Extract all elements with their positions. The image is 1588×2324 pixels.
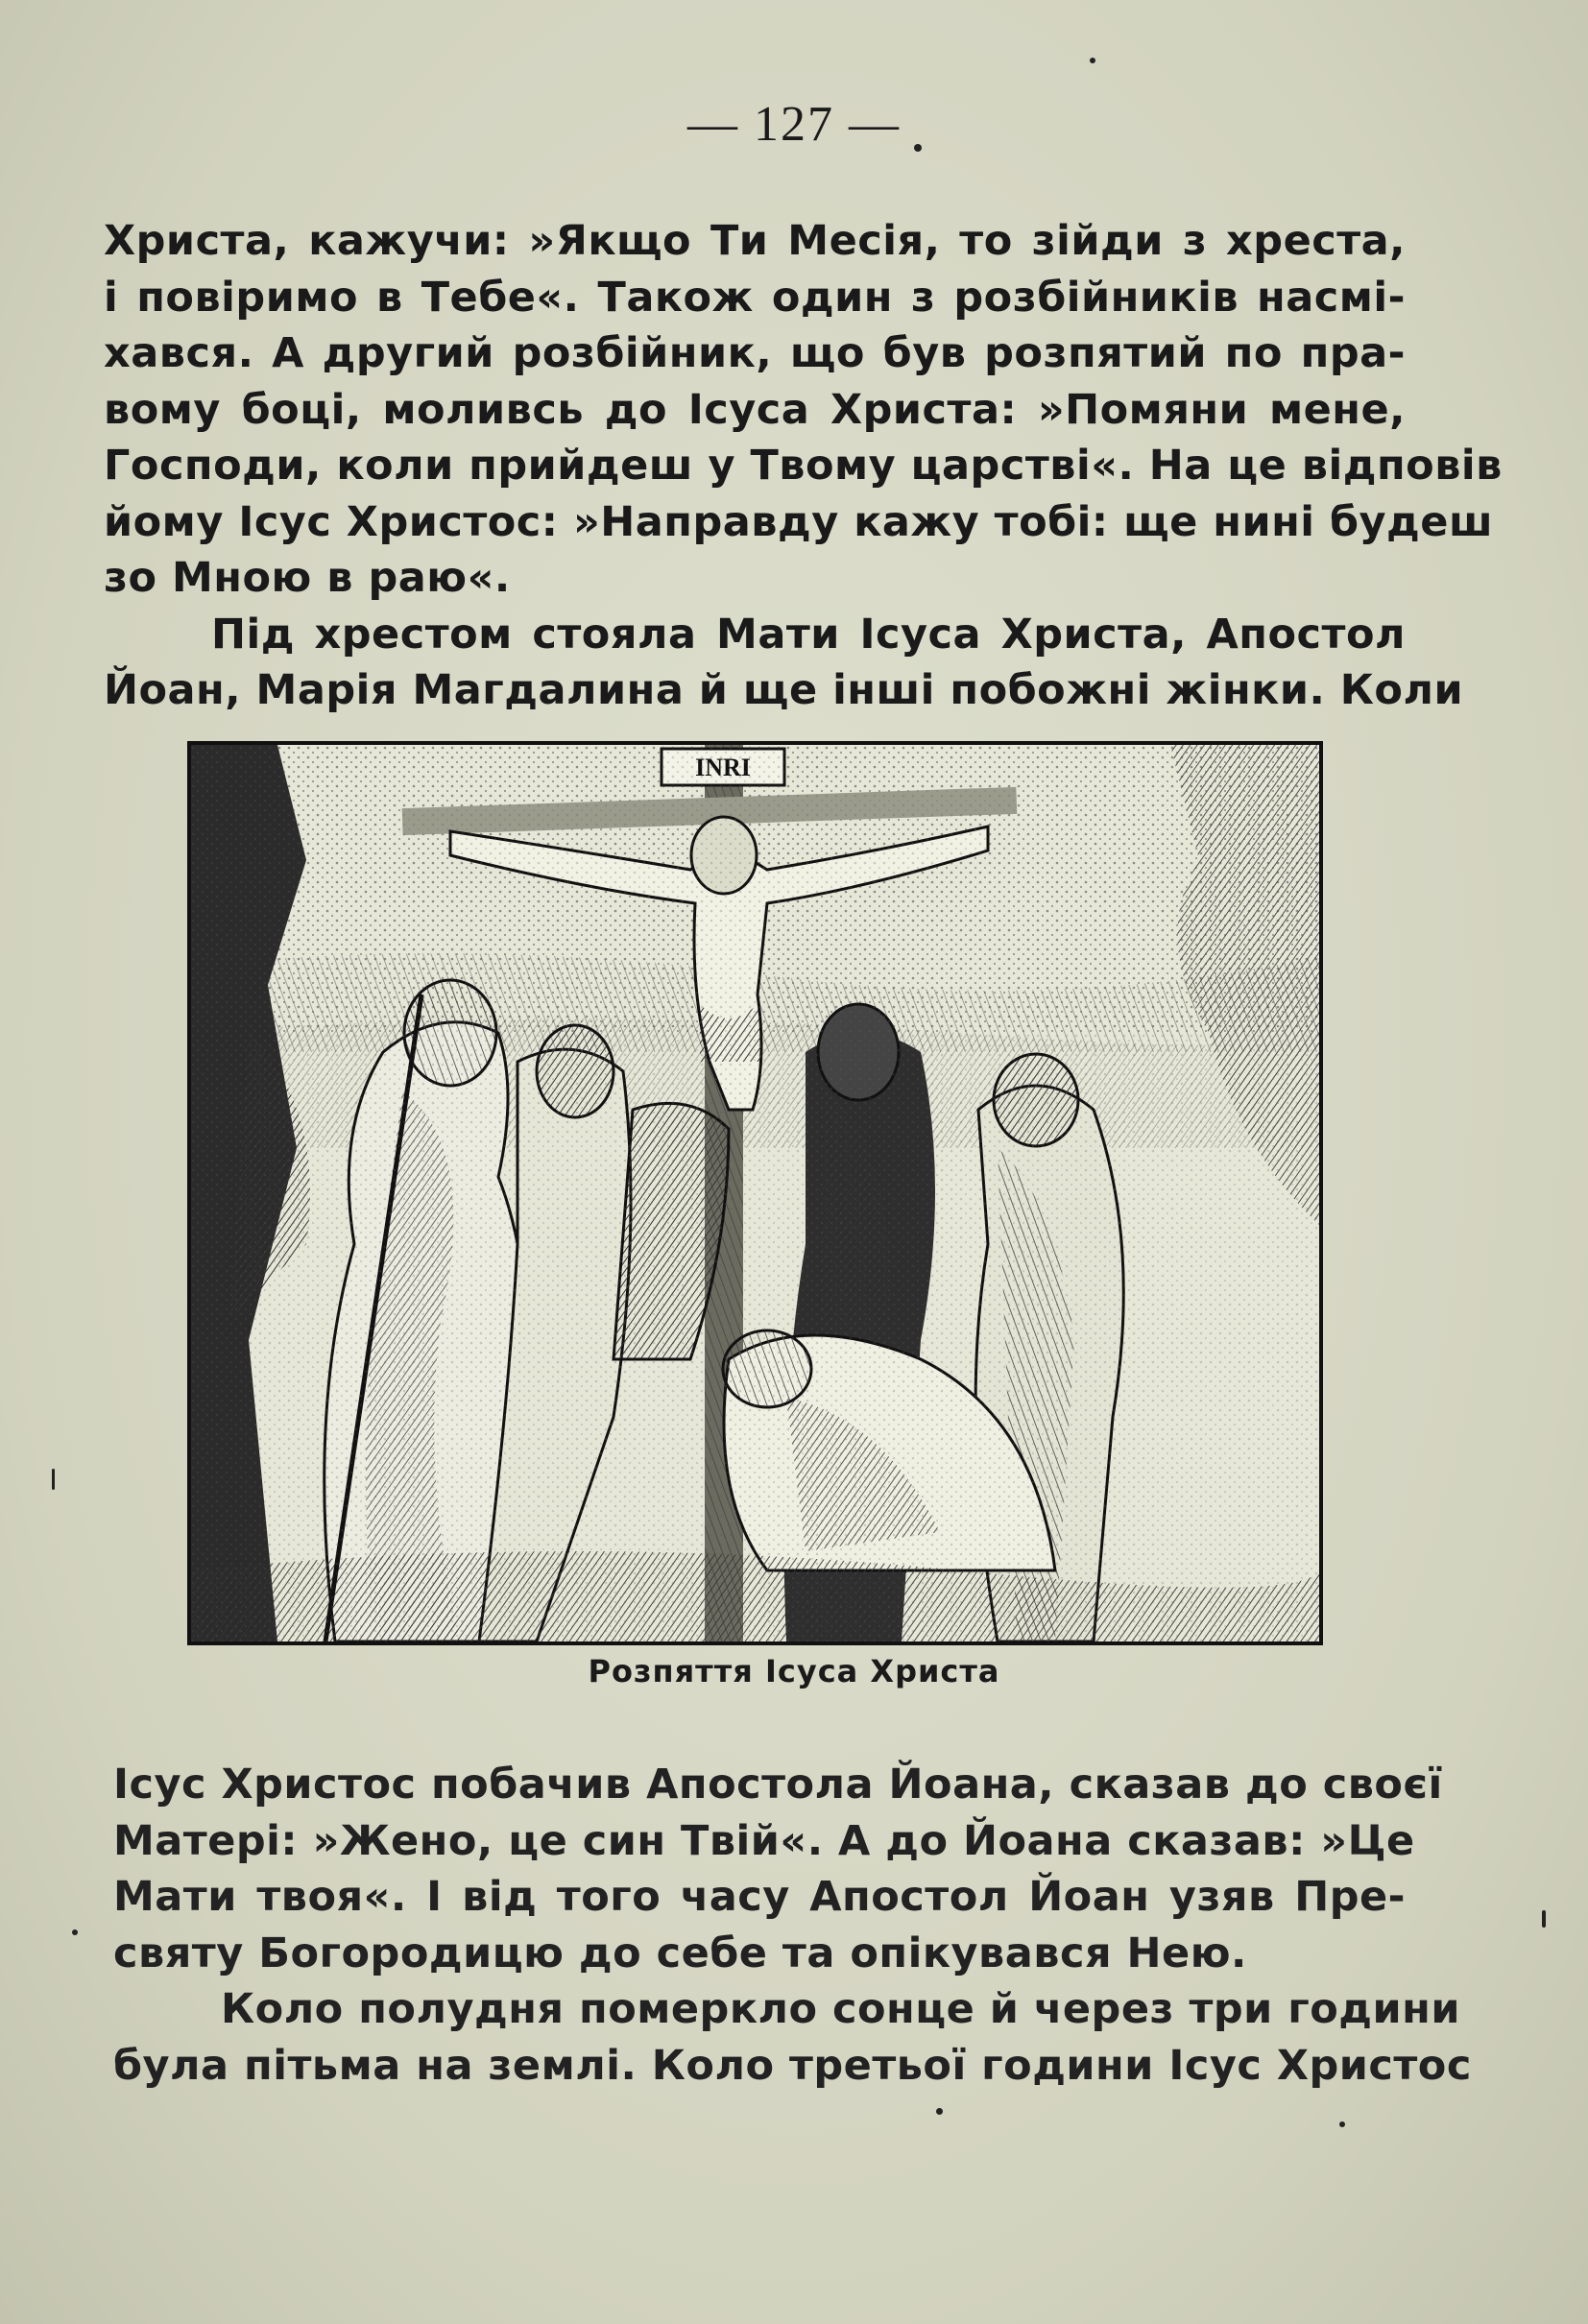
text-line: Ісус Христос побачив Апостола Йоана, сказав до своєї	[113, 1761, 1443, 1809]
text-line: Коло полудня померкло сонце й через три години	[221, 1985, 1460, 2033]
text-line: була пітьма на землі. Коло третьої години Ісус Христос	[113, 2041, 1472, 2090]
text-line: Мати твоя«. І від того часу Апостол Йоан узяв Пре-	[113, 1873, 1406, 1921]
text-line: вому боці, моливсь до Ісуса Христа: »Помяни мене,	[104, 385, 1406, 434]
text-line: Під хрестом стояла Мати Ісуса Христа, Апостол	[211, 610, 1406, 659]
text-line: святу Богородицю до себе та опікувався Нею.	[113, 1929, 1247, 1977]
scan-speck	[914, 144, 922, 152]
scan-speck	[1339, 2121, 1345, 2127]
text-line: зо Мною в раю«.	[104, 554, 511, 602]
scan-speck	[1542, 1910, 1546, 1928]
scan-speck	[52, 1469, 55, 1490]
text-line: Господи, коли прийдеш у Твому царстві«. На це відповів	[104, 442, 1503, 490]
scan-speck	[1090, 58, 1095, 63]
text-line: йому Ісус Христос: »Направду кажу тобі: ще нині будеш	[104, 497, 1494, 546]
figure-caption: Розпяття Ісуса Христа	[588, 1653, 1000, 1689]
scan-speck	[936, 2108, 943, 2115]
text-line: Христа, кажучи: »Якщо Ти Месія, то зійди з хреста,	[104, 217, 1406, 265]
crucifixion-engraving	[191, 745, 1319, 1641]
text-line: Матері: »Жено, це син Твій«. А до Йоана сказав: »Це	[113, 1816, 1415, 1865]
page-number: — 127 —	[687, 97, 901, 152]
cross-inscription: INRI	[695, 754, 751, 781]
scan-speck	[72, 1929, 78, 1935]
text-block-bottom	[113, 1757, 1472, 2094]
crucifixion-illustration	[187, 741, 1323, 1645]
text-line: хався. А другий розбійник, що був розпятий по пра-	[104, 329, 1406, 377]
text-line: Йоан, Марія Магдалина й ще інші побожні жінки. Коли	[104, 666, 1464, 714]
text-block-top	[104, 213, 1503, 719]
text-line: і повіримо в Тебе«. Також один з розбійників насмі-	[104, 273, 1406, 322]
